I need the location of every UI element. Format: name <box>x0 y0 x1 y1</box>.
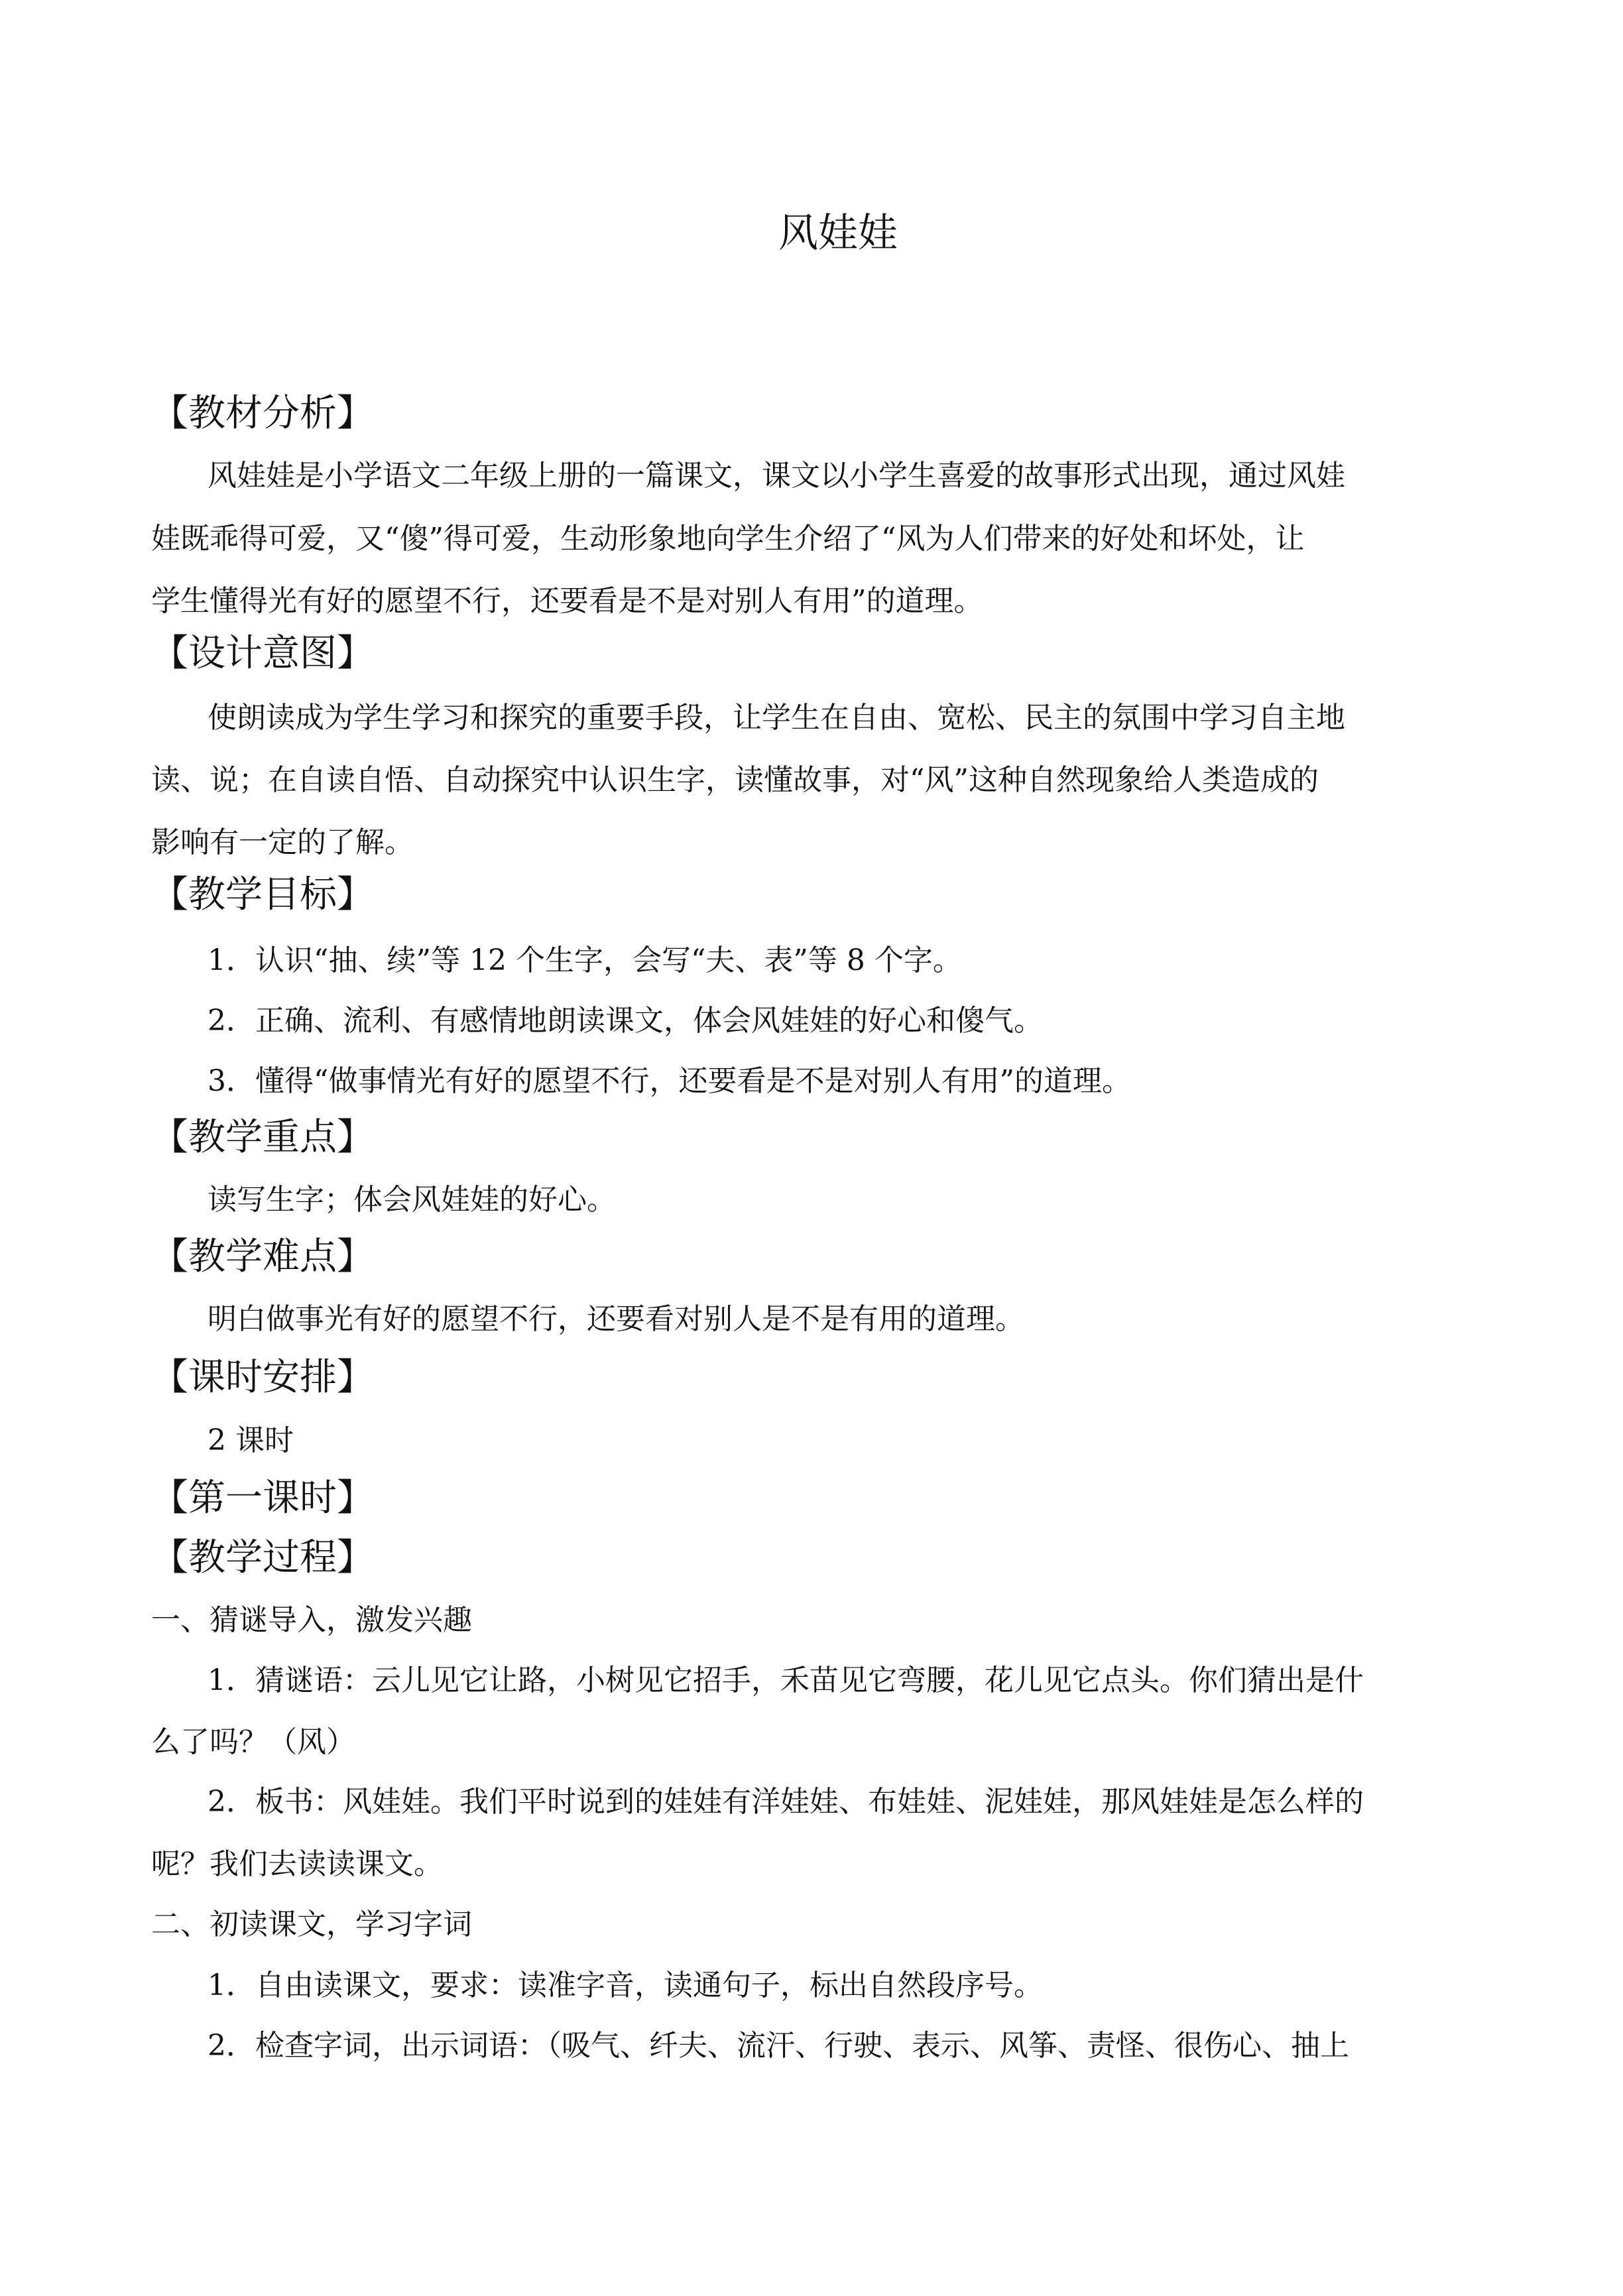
goal-item: 2．正确、流利、有感情地朗读课文，体会风娃娃的好心和傻气。 <box>208 1004 1043 1038</box>
section-heading-goals: 【教学目标】 <box>151 873 374 916</box>
process-part-title: 一、猜谜导入，激发兴趣 <box>151 1603 472 1637</box>
analysis-line: 娃既乖得可爱，又“傻”得可爱，生动形象地向学生介绍了“风为人们带来的好处和坏处，让 <box>151 522 1305 556</box>
process-line: 2．检查字词，出示词语：（吸气、纤夫、流汗、行驶、表示、风筝、责怪、很伤心、抽上 <box>208 2029 1349 2063</box>
design-line: 影响有一定的了解。 <box>151 825 414 859</box>
process-line: 1．猜谜语：云儿见它让路，小树见它招手，禾苗见它弯腰，花儿见它点头。你们猜出是什 <box>208 1663 1364 1697</box>
process-line: 1．自由读课文，要求：读准字音，读通句子，标出自然段序号。 <box>208 1968 1043 2002</box>
page-title: 风娃娃 <box>778 210 898 257</box>
goal-item: 1．认识“抽、续”等 12 个生字，会写“夫、表”等 8 个字。 <box>208 943 962 977</box>
analysis-line: 风娃娃是小学语文二年级上册的一篇课文，课文以小学生喜爱的故事形式出现，通过风娃 <box>208 459 1345 493</box>
section-heading-schedule: 【课时安排】 <box>151 1356 374 1399</box>
section-heading-analysis: 【教材分析】 <box>151 392 374 435</box>
process-part-title: 二、初读课文，学习字词 <box>151 1907 472 1941</box>
design-line: 读、说；在自读自悟、自动探究中认识生字，读懂故事，对“风”这种自然现象给人类造成的 <box>151 763 1319 797</box>
section-heading-difficulties: 【教学难点】 <box>151 1235 374 1278</box>
key-points-text: 读写生字；体会风娃娃的好心。 <box>208 1183 616 1217</box>
section-heading-first-lesson: 【第一课时】 <box>151 1477 374 1520</box>
process-line: 呢？我们去读读课文。 <box>151 1847 443 1881</box>
design-line: 使朗读成为学生学习和探究的重要手段，让学生在自由、宽松、民主的氛围中学习自主地 <box>208 701 1345 735</box>
section-heading-key-points: 【教学重点】 <box>151 1116 374 1159</box>
difficulties-text: 明白做事光有好的愿望不行，还要看对别人是不是有用的道理。 <box>208 1302 1024 1336</box>
schedule-text: 2 课时 <box>208 1423 294 1457</box>
process-line: 么了吗？（风） <box>151 1725 355 1759</box>
section-heading-process: 【教学过程】 <box>151 1536 374 1579</box>
goal-item: 3．懂得“做事情光有好的愿望不行，还要看是不是对别人有用”的道理。 <box>208 1064 1131 1098</box>
process-line: 2．板书：风娃娃。我们平时说到的娃娃有洋娃娃、布娃娃、泥娃娃，那风娃娃是怎么样的 <box>208 1785 1364 1819</box>
section-heading-design: 【设计意图】 <box>151 632 374 675</box>
analysis-line: 学生懂得光有好的愿望不行，还要看是不是对别人有用”的道理。 <box>151 584 983 618</box>
